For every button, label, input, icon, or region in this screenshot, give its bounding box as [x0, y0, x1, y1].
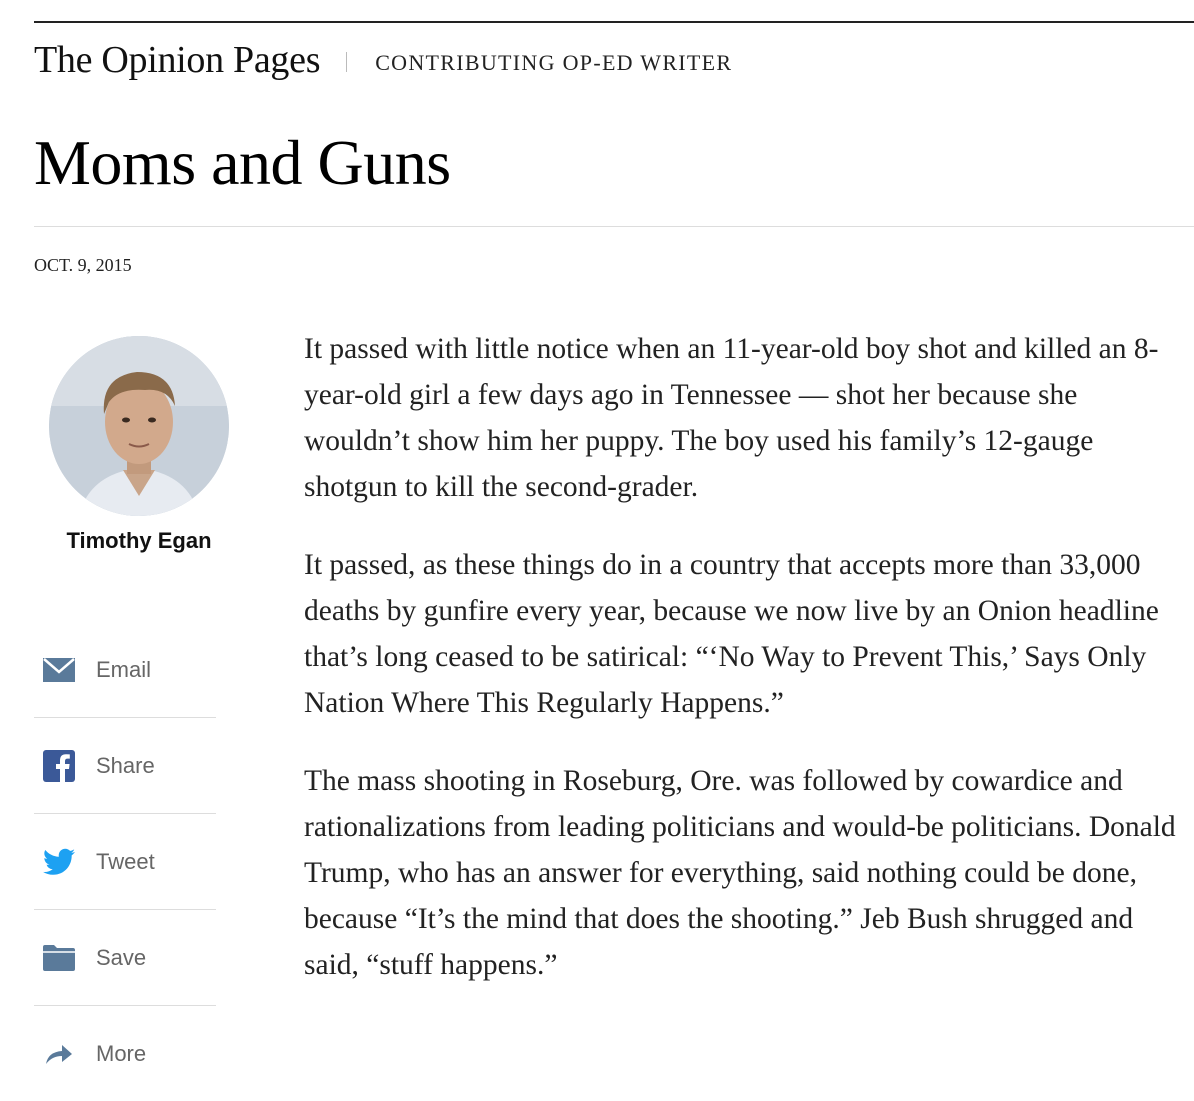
story-paragraph: The mass shooting in Roseburg, Ore. was followed by cowardice and rationalizations from leading politicians and would-be politicians. Donald Trump, who has an answer for everything, said nothing could be done, because “It’s the mind that does the shooting.” Jeb Bush shrugged and said, “stuff happens.” — [304, 765, 1176, 981]
share-email-button[interactable] — [34, 622, 216, 718]
twitter-bird-icon — [42, 845, 76, 879]
column-kicker[interactable]: CONTRIBUTING OP-ED WRITER — [375, 49, 733, 75]
save-article-label: Save — [96, 944, 147, 970]
dateline: OCT. 9, 2015 — [34, 255, 132, 275]
page-header — [34, 38, 732, 82]
share-tools — [34, 622, 216, 1101]
section-title[interactable]: The Opinion Pages — [34, 39, 321, 81]
folder-icon — [42, 941, 76, 975]
share-twitter-label: Tweet — [96, 848, 155, 874]
author-portrait-image — [49, 336, 229, 516]
story-paragraph: It passed, as these things do in a country that accepts more than 33,000 deaths by gunfire every year, because we now live by an Onion headline that’s long ceased to be satirical: “‘No Way to Prevent This,’ Says Only Nation Where This Regularly Happens.” — [304, 549, 1159, 719]
share-facebook-button[interactable] — [34, 718, 216, 814]
header-divider — [346, 52, 347, 72]
share-email-label: Email — [96, 656, 152, 682]
envelope-icon — [42, 653, 76, 687]
author-name[interactable]: Timothy Egan — [66, 528, 212, 553]
share-facebook-label: Share — [96, 752, 155, 778]
top-rule — [34, 21, 1194, 23]
facebook-icon — [42, 749, 76, 783]
headline-divider — [34, 226, 1194, 227]
article-headline: Moms and Guns — [34, 127, 451, 198]
story-paragraph: It passed with little notice when an 11-year-old boy shot and killed an 8-year-old girl a few days ago in Tennessee — shot her because she wouldn’t show him her puppy. The boy used his family’s 12-gauge shotgun to kill the second-grader. — [304, 333, 1159, 503]
story-body — [304, 326, 1184, 1020]
more-share-label: More — [96, 1040, 147, 1066]
author-avatar[interactable] — [49, 336, 229, 516]
share-twitter-button[interactable] — [34, 814, 216, 910]
save-article-button[interactable] — [34, 910, 216, 1006]
share-arrow-icon — [42, 1037, 76, 1071]
more-share-button[interactable] — [34, 1006, 216, 1101]
